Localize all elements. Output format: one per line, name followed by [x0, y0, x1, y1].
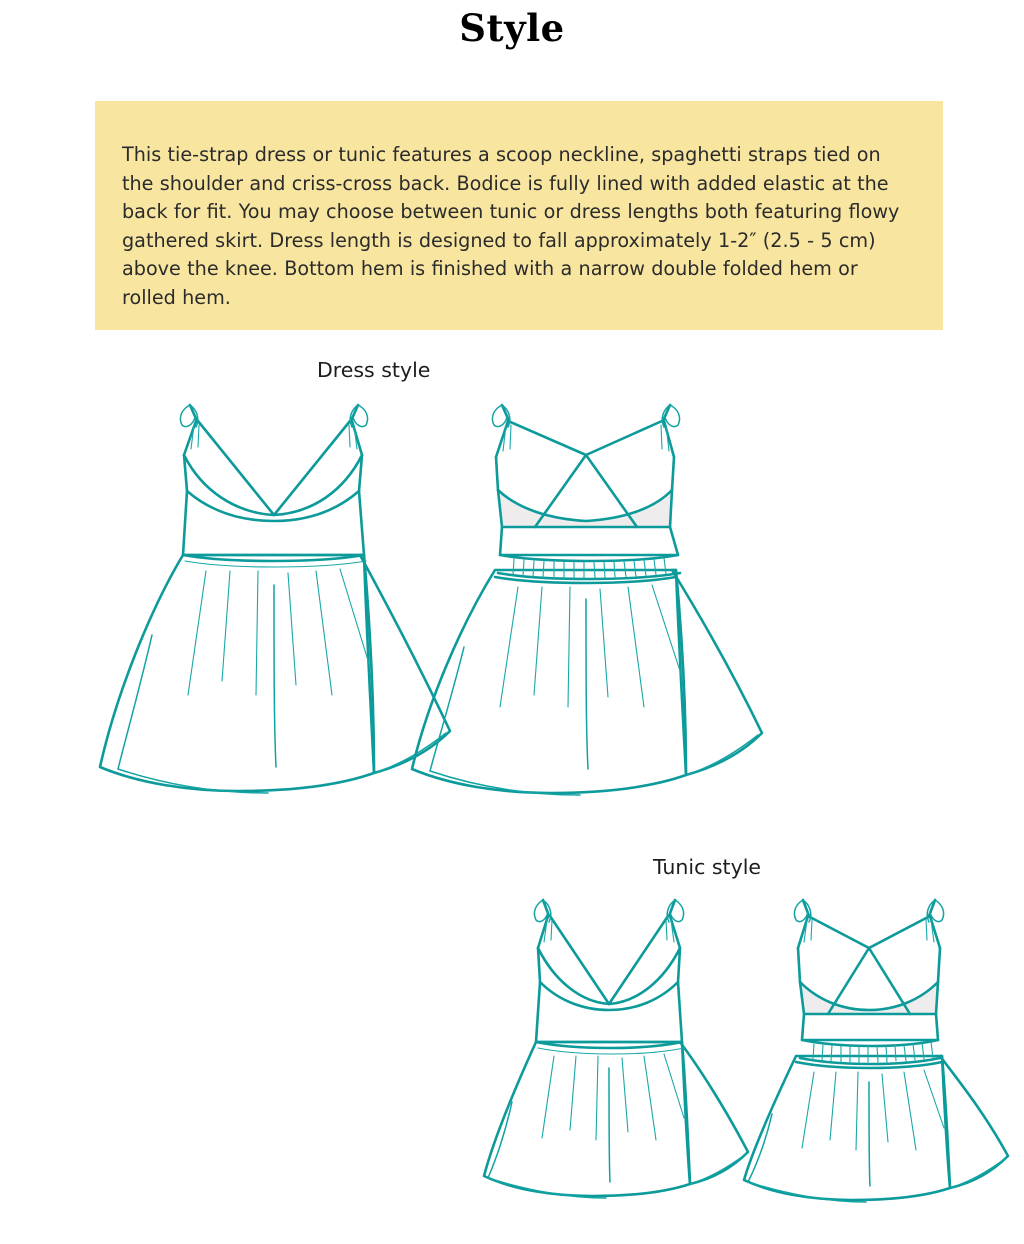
tunic-back-view	[744, 900, 1008, 1202]
description-callout	[95, 101, 943, 330]
dress-back-view	[412, 405, 762, 795]
tunic-style-label: Tunic style	[653, 855, 762, 879]
description-text: This tie-strap dress or tunic features a scoop neckline, spaghetti straps tied on the shoulder and criss-cross back. Bodice is fully lined with added elastic at the back for fit. You may choose between tunic or dress lengths both featuring flowy gathered skirt. Dress length is designed to fall approximately 1-2″ (2.5 - 5 cm) above the knee. Bottom hem is finished with a narrow double folded hem or rolled hem.	[122, 143, 906, 309]
dress-illustration-group	[78, 395, 698, 815]
dress-style-label: Dress style	[317, 358, 431, 382]
shoulder-tie-bow-left	[492, 405, 511, 451]
dress-front-view	[100, 405, 450, 793]
tunic-front-view	[484, 900, 748, 1198]
tunic-illustration-group	[450, 890, 990, 1230]
page-title: Style	[459, 6, 565, 50]
